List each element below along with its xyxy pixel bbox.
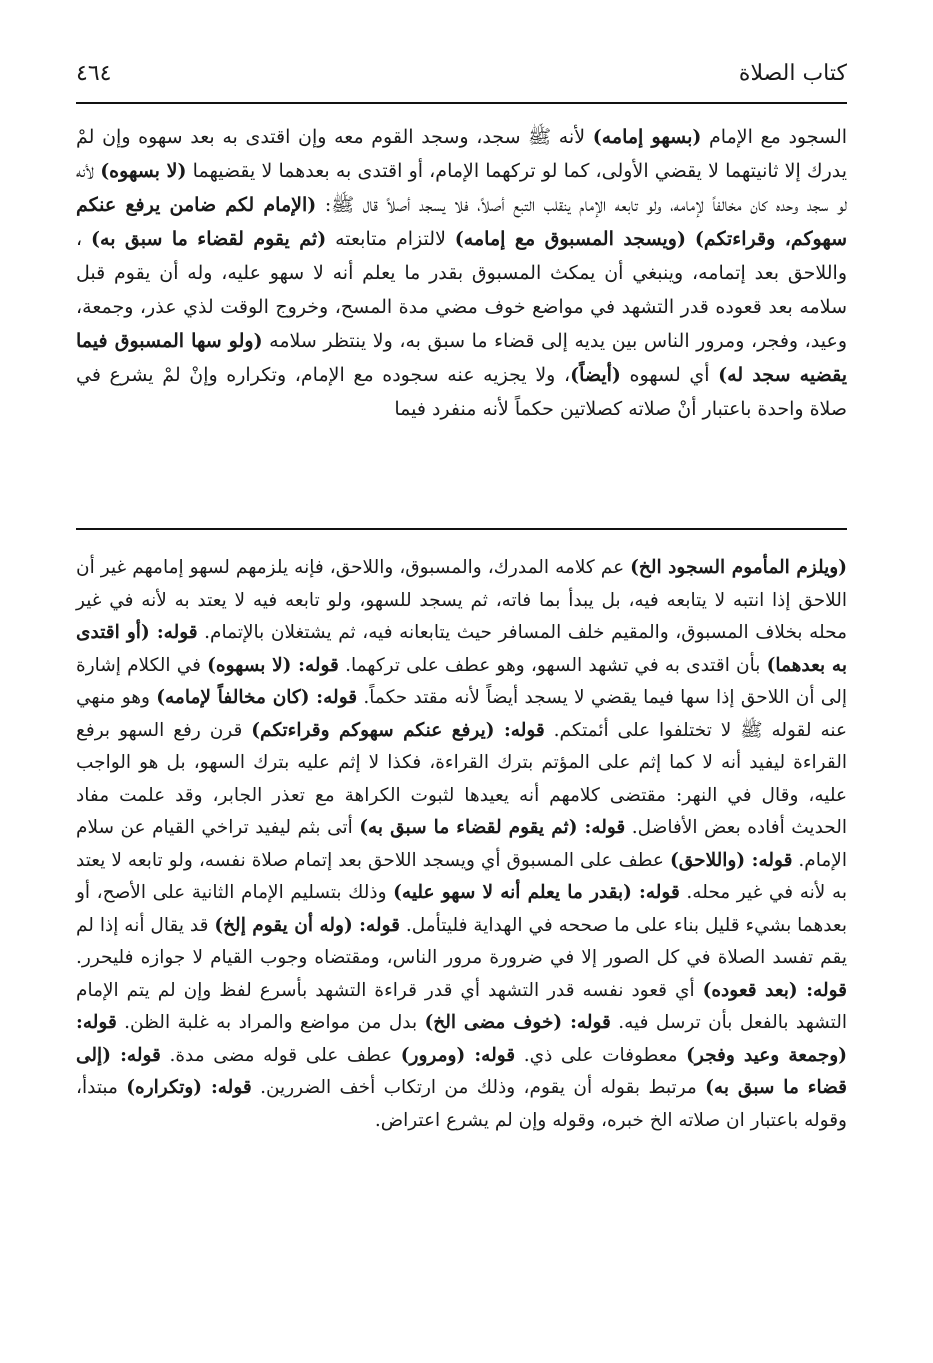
- bold-phrase: قوله: (خوف مضى الخ): [424, 1012, 611, 1033]
- bold-phrase: قوله: (ثم يقوم لقضاء ما سبق به): [359, 817, 626, 838]
- page-header: [76, 56, 847, 90]
- text-run: لالتزام متابعته: [326, 228, 455, 250]
- text-run: عطف على قوله مضى مدة.: [160, 1044, 401, 1066]
- text-run: [686, 228, 695, 250]
- text-run: قد يقال أنه إذا لم يقم تفسد الصلاة في كل الصور إلا في ضرورة مرور الناس، ومقتضاه وجوب القيام لا جوازه فليحرر.: [76, 914, 847, 968]
- bold-phrase: قوله: (وتكراره): [126, 1077, 252, 1098]
- page-number: ٤٦٤: [76, 60, 112, 86]
- text-run: قرن رفع السهو برفع القراءة ليفيد أنه لا كما إثم على المؤتم بترك القراءة، فكذا لا إثم عليه بترك السهو، بل هو الواجب عليه، وقال في النهر: مقتضى كلامهم أنه يعيدها لثبوت الكراهة مع تعذر الجابر، وقد علمت مفاد الحديث أفاده بعض الأفاضل.: [76, 719, 848, 838]
- bold-phrase: قوله: (واللاحق): [669, 849, 793, 871]
- text-run: وذلك بتسليم الإمام الثانية على الأصح، أو بعدهما بشيء قليل بناء على ما صححه في الهداية فليتأمل.: [76, 882, 847, 936]
- text-run: أتى بثم ليفيد تراخي القيام عن سلام الإمام.: [76, 817, 847, 871]
- text-run: أي لسهوه: [620, 364, 719, 386]
- bold-phrase: (ويلزم المأموم السجود الخ): [630, 557, 847, 578]
- text-run: ، ولا يجزيه عنه سجوده مع الإمام، وتكراره وإنْ لمْ يشرع في صلاة واحدة باعتبار أنْ صلاته كصلاتين حكماً لأنه منفرد فيما: [76, 364, 847, 420]
- book-title: كتاب الصلاة: [738, 60, 847, 86]
- text-run: ، واللاحق بعد إتمامه، وينبغي أن يمكث المسبوق بقدر ما يعلم أنه لا سهو عليه، وله أن يقوم قبل سلامه بعد قعوده قدر التشهد في مواضع خوف مضي مدة المسح، وخروج الوقت لذي عذر، وجمعة، وعيد، وفجر، ومرور الناس بين يديه إلى قضاء ما سبق به، ولا ينتظر سلامه: [76, 228, 848, 352]
- bold-phrase: (بسهو إمامه): [592, 126, 702, 148]
- bold-phrase: قوله: (بعد قعوده): [702, 979, 848, 1001]
- bold-phrase: قوله: (بقدر ما يعلم أنه لا سهو عليه): [393, 882, 680, 903]
- commentary-paragraph: [76, 552, 847, 1137]
- bold-phrase: قوله: (وله أن يقوم إلخ): [214, 914, 400, 936]
- bold-phrase: (الإمام لكم ضامن يرفع عنكم سهوكم، وقراءتكم): [76, 194, 848, 250]
- bold-phrase: قوله: (وجمعة وعيد وفجر): [76, 1012, 847, 1066]
- bold-phrase: قوله: (لا بسهوه): [207, 654, 339, 676]
- bold-phrase: (أيضاً): [570, 364, 621, 386]
- text-run: مرتبط بقوله أن يقوم، وذلك من ارتكاب أخف الضررين.: [251, 1077, 706, 1098]
- text-run: وهو منهي عنه لقوله ﷺ لا تختلفوا على أئمتكم.: [76, 687, 847, 741]
- bold-phrase: (ويسجد المسبوق مع إمامه): [454, 228, 686, 250]
- text-run: بأن اقتدى به في تشهد السهو، وهو عطف على تركهما.: [338, 654, 767, 676]
- bold-phrase: قوله: (كان مخالفاً لإمامه): [156, 687, 358, 708]
- bold-phrase: (ولو سها المسبوق فيما يقضيه سجد له): [76, 330, 847, 386]
- text-run: عم كلامه المدرك، والمسبوق، واللاحق، فإنه يلزمهم لسهو إمامهم غير أن اللاحق إذا انتبه لا يتابعه فيه، بل يبدأ بما فاته، ثم يسجد للسهو، ولو تابعه فيه لا يعتد به لأنه في غير محله بخلاف المسبوق، والمقيم خلف المسافر حيث يتابعانه فيه، ثم يشتغلان بالإتمام.: [76, 557, 847, 643]
- text-run: السجود مع الإمام: [701, 126, 848, 148]
- text-run: لأنه ﷺ سجد، وسجد القوم معه وإن اقتدى به بعد سهوه وإن لمْ يدرك إلا ثانيتهما لا يقضي الأولى، كما لو تركهما الإمام، أو اقتدى به بعدهما لا يقضيهما: [76, 126, 848, 182]
- bold-phrase: قوله: (أو اقتدى به بعدهما): [76, 622, 847, 676]
- text-run: في الكلام إشارة إلى أن اللاحق إذا سها فيما يقضي لا يسجد أيضاً لأنه مقتد حكماً.: [76, 654, 847, 708]
- main-paragraph: [76, 120, 847, 426]
- bold-phrase: (لا بسهوه): [100, 160, 187, 182]
- main-text: [76, 120, 847, 426]
- footnote-divider: [76, 528, 847, 530]
- bold-phrase: قوله: (يرفع عنكم سهوكم وقراءتكم): [251, 719, 545, 741]
- header-divider: [76, 102, 847, 104]
- text-run: بدل من مواضع والمراد به غلبة الظن.: [116, 1012, 425, 1033]
- commentary-text: [76, 552, 847, 1137]
- bold-phrase: قوله: (إلى قضاء ما سبق به): [76, 1044, 847, 1098]
- text-run: مبتدأ، وقوله باعتبار ان صلاته الخ خبره، وقوله وإن لم يشرع اعتراض.: [76, 1077, 847, 1131]
- text-run: عطف على المسبوق أي ويسجد اللاحق بعد إتمام صلاة نفسه، ولو تابعه لا يعتد به لأنه في غير محله.: [76, 849, 848, 903]
- bold-phrase: (ثم يقوم لقضاء ما سبق به): [91, 228, 327, 250]
- bold-phrase: قوله: (ومرور): [400, 1044, 516, 1066]
- text-run: لأنه لو سجد وحده كان مخالفاً لإمامه، ولو تابعه الإمام ينقلب التبع أصلاً، فلا يسجد أصلاً قال ﷺ:: [76, 160, 847, 216]
- text-run: معطوفات على ذي.: [515, 1044, 687, 1066]
- text-run: أي قعود نفسه قدر التشهد أي قدر قراءة التشهد بأسرع لفظ وإن لم يتم الإمام التشهد بالفعل بأن ترسل فيه.: [76, 979, 848, 1033]
